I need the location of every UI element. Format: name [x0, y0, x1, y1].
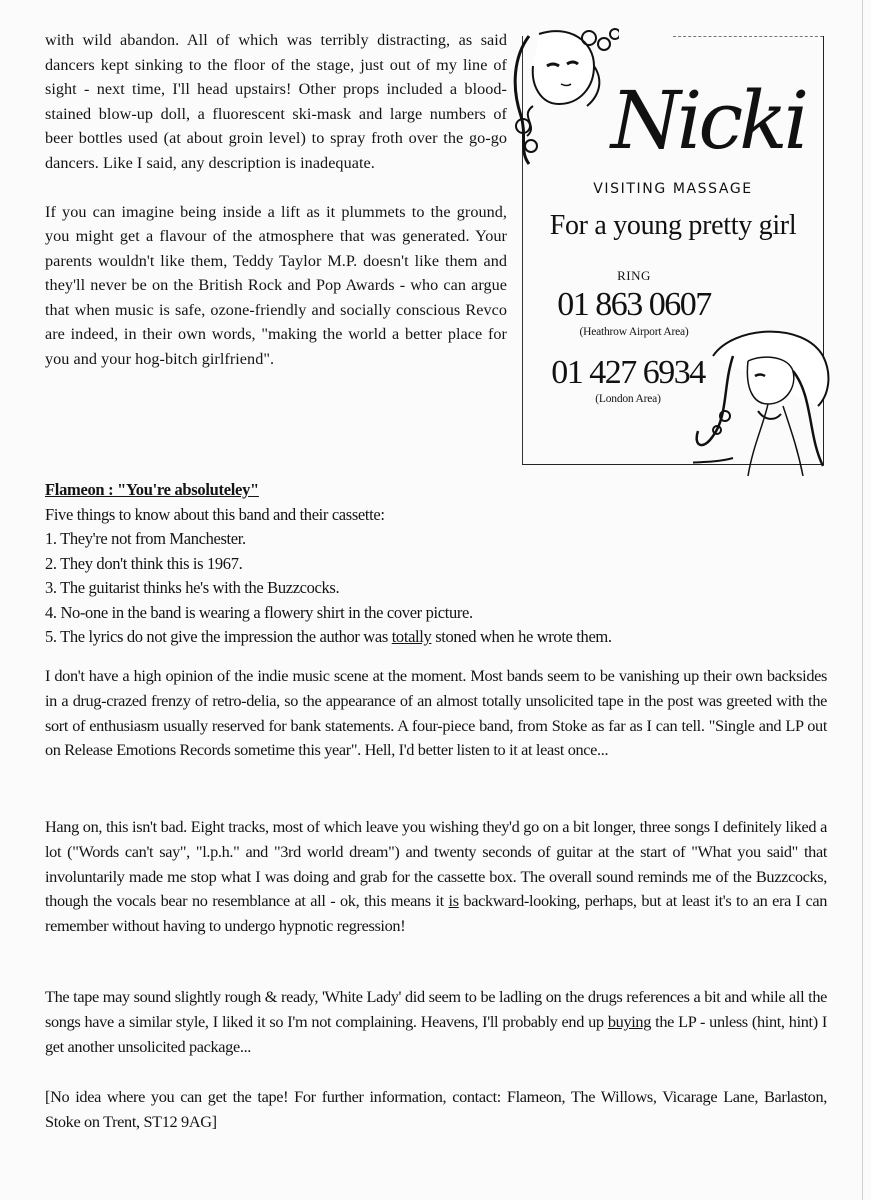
- review-contact: [45, 1085, 827, 1135]
- advert-ring-label: RING: [617, 268, 651, 283]
- review-list-item: 2. They don't think this is 1967.: [45, 553, 243, 573]
- review-intro: Five things to know about this band and their cassette:: [45, 504, 385, 524]
- girl-with-hat-illustration: [693, 326, 838, 476]
- advert-phone-1: 01 863 0607: [557, 286, 711, 323]
- review-paragraph-1-text: I don't have a high opinion of the indie music scene at the moment. Most bands seem to be vanishing up their own backsides in a drug-crazed frenzy of retro-delia, so the appearance of an almost totally unsolicited tape in the post was greeted with the sort of enthusiasm usually reserved for bank statements. A four-piece band, from Stoke as far as I can tell. "Single and LP out on Release Emotions Records sometime this year". Hell, I'd better listen to it at least once...: [45, 666, 827, 760]
- advert-tagline: For a young pretty girl: [549, 210, 797, 241]
- review-paragraph-1: [45, 664, 827, 763]
- advert-service: VISITING MASSAGE: [593, 181, 753, 197]
- review-list-item: [45, 625, 845, 650]
- review-list-item: 3. The guitarist thinks he's with the Buzzcocks.: [45, 578, 340, 597]
- intro-paragraph-2: If you can imagine being inside a lift as it plummets to the ground, you might get a flavour of the atmosphere that was generated. Your parents wouldn't like them, Teddy Taylor M.P. doesn't like them and they'll never be on the British Rock and Pop Awards - who can argue that when music is safe, ozone-friendly and socially conscious Revco are indeed, in their own words, "making the world a better place for you and your hog-bitch girlfriend".: [45, 202, 507, 368]
- nicki-advert: [522, 36, 824, 465]
- review-paragraph-2-text: [45, 815, 827, 939]
- review-paragraph-3-text: [45, 985, 827, 1059]
- intro-column: [45, 28, 507, 371]
- advert-phone-2: 01 427 6934: [551, 354, 705, 391]
- review-paragraph-3: [45, 985, 827, 1059]
- advert-top-border: [673, 36, 823, 37]
- review-contact-text: [No idea where you can get the tape! For further information, contact: Flameon, The Willows, Vicarage Lane, Barlaston, Stoke on Trent, ST12 9AG]: [45, 1087, 827, 1131]
- review-title: Flameon : "You're absoluteley": [45, 480, 259, 499]
- item5-text-end: stoned when he wrote them.: [431, 627, 612, 646]
- item5-underlined: totally: [391, 627, 432, 646]
- review-section: [45, 478, 845, 650]
- p3-text: The tape may sound slightly rough & ready, 'White Lady' did seem to be ladling on the drugs references a bit and while all the songs have a similar style, I liked it so I'm not complaining. Heavens, I'll probably end up: [45, 987, 827, 1031]
- p2-underlined: is: [448, 891, 459, 911]
- page-edge-shadow: [862, 0, 863, 1200]
- p3-text-end: the LP - unless (hint, hint) I get another unsolicited package...: [45, 1011, 828, 1056]
- item5-text: 5. The lyrics do not give the impression the author was: [45, 627, 392, 646]
- review-paragraph-2: [45, 815, 827, 939]
- p3-underlined: buying: [607, 1011, 652, 1031]
- review-list-item: 1. They're not from Manchester.: [45, 529, 246, 548]
- intro-paragraph-1: with wild abandon. All of which was terribly distracting, as said dancers kept sinking to the floor of the stage, just out of my line of sight - next time, I'll head upstairs! Other props included a blood-stained blow-up doll, a fluorescent ski-mask and large numbers of beer bottles used (at about groin level) to spray froth over the go-go dancers. Like I said, any description is inadequate.: [45, 31, 507, 172]
- p2-text: Hang on, this isn't bad. Eight tracks, most of which leave you wishing they'd go on a bit longer, three songs I definitely liked a lot ("Words can't say", "l.p.h." and "3rd world dream") and twenty seconds of guitar at the start of "What you said" that involuntarily made me stop what I was doing and grab for the cassette box. The overall sound reminds me of the Buzzcocks, though the vocals bear no resemblance at all - ok, this means it: [45, 817, 827, 911]
- review-list-item: 4. No-one in the band is wearing a flowery shirt in the cover picture.: [45, 602, 473, 622]
- advert-name: Nicki: [610, 74, 806, 167]
- advert-phone-2-area: (London Area): [595, 393, 661, 405]
- advert-phone-1-area: (Heathrow Airport Area): [579, 326, 689, 338]
- p2-text-end: backward-looking, perhaps, but at least it's to an era I can remember without having to undergo hypnotic regression!: [45, 891, 828, 936]
